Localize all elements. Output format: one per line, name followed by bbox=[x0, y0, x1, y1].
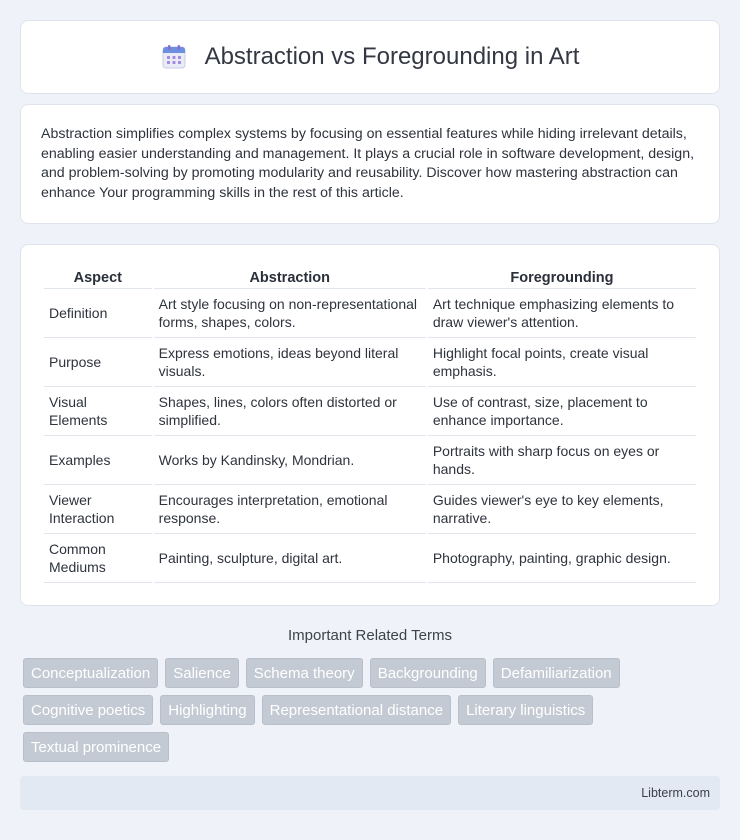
cell-foregrounding: Photography, painting, graphic design. bbox=[428, 534, 696, 583]
table-row bbox=[44, 387, 696, 436]
cell-aspect: Purpose bbox=[44, 338, 152, 387]
cell-aspect: Common Mediums bbox=[44, 534, 152, 583]
intro-paragraph: Abstraction simplifies complex systems by focusing on essential features while hiding irrelevant details, enabling easier understanding and management. It plays a crucial role in software development, design, and problem-solving by promoting modularity and reusability. Discover how mastering abstraction can enhance Your programming skills in the rest of this article. bbox=[41, 126, 695, 201]
term-tag[interactable]: Cognitive poetics bbox=[23, 695, 153, 725]
header-card bbox=[20, 20, 720, 94]
comparison-card bbox=[20, 244, 720, 606]
calendar-icon bbox=[161, 44, 187, 70]
cell-aspect: Examples bbox=[44, 436, 152, 485]
related-terms-title: Important Related Terms bbox=[288, 627, 452, 644]
term-tag[interactable]: Highlighting bbox=[160, 695, 254, 725]
column-header-foregrounding: Foregrounding bbox=[428, 265, 696, 289]
cell-foregrounding: Use of contrast, size, placement to enhance importance. bbox=[428, 387, 696, 436]
cell-foregrounding: Portraits with sharp focus on eyes or hands. bbox=[428, 436, 696, 485]
footer-site-link[interactable]: Libterm.com bbox=[641, 786, 710, 800]
term-tag[interactable]: Literary linguistics bbox=[458, 695, 593, 725]
table-header-row bbox=[44, 265, 696, 289]
cell-aspect: Definition bbox=[44, 289, 152, 338]
column-header-abstraction: Abstraction bbox=[154, 265, 426, 289]
term-tag[interactable]: Textual prominence bbox=[23, 732, 169, 762]
cell-foregrounding: Highlight focal points, create visual emphasis. bbox=[428, 338, 696, 387]
header bbox=[161, 43, 580, 71]
intro-card bbox=[20, 104, 720, 224]
footer bbox=[20, 776, 720, 810]
term-tag[interactable]: Representational distance bbox=[262, 695, 451, 725]
cell-foregrounding: Art technique emphasizing elements to draw viewer's attention. bbox=[428, 289, 696, 338]
term-tag[interactable]: Schema theory bbox=[246, 658, 363, 688]
cell-abstraction: Art style focusing on non-representational forms, shapes, colors. bbox=[154, 289, 426, 338]
cell-abstraction: Express emotions, ideas beyond literal visuals. bbox=[154, 338, 426, 387]
term-tag[interactable]: Backgrounding bbox=[370, 658, 486, 688]
cell-abstraction: Shapes, lines, colors often distorted or simplified. bbox=[154, 387, 426, 436]
cell-aspect: Visual Elements bbox=[44, 387, 152, 436]
page-title: Abstraction vs Foregrounding in Art bbox=[204, 43, 580, 70]
term-tag[interactable]: Defamiliarization bbox=[493, 658, 620, 688]
table-row bbox=[44, 289, 696, 338]
column-header-aspect: Aspect bbox=[44, 265, 152, 289]
table-row bbox=[44, 436, 696, 485]
cell-aspect: Viewer Interaction bbox=[44, 485, 152, 534]
table-row bbox=[44, 485, 696, 534]
cell-foregrounding: Guides viewer's eye to key elements, narrative. bbox=[428, 485, 696, 534]
term-tag[interactable]: Conceptualization bbox=[23, 658, 158, 688]
related-terms-list bbox=[23, 658, 723, 762]
cell-abstraction: Works by Kandinsky, Mondrian. bbox=[154, 436, 426, 485]
cell-abstraction: Encourages interpretation, emotional response. bbox=[154, 485, 426, 534]
cell-abstraction: Painting, sculpture, digital art. bbox=[154, 534, 426, 583]
term-tag[interactable]: Salience bbox=[165, 658, 239, 688]
table-row bbox=[44, 534, 696, 583]
comparison-table bbox=[42, 265, 698, 583]
table-row bbox=[44, 338, 696, 387]
